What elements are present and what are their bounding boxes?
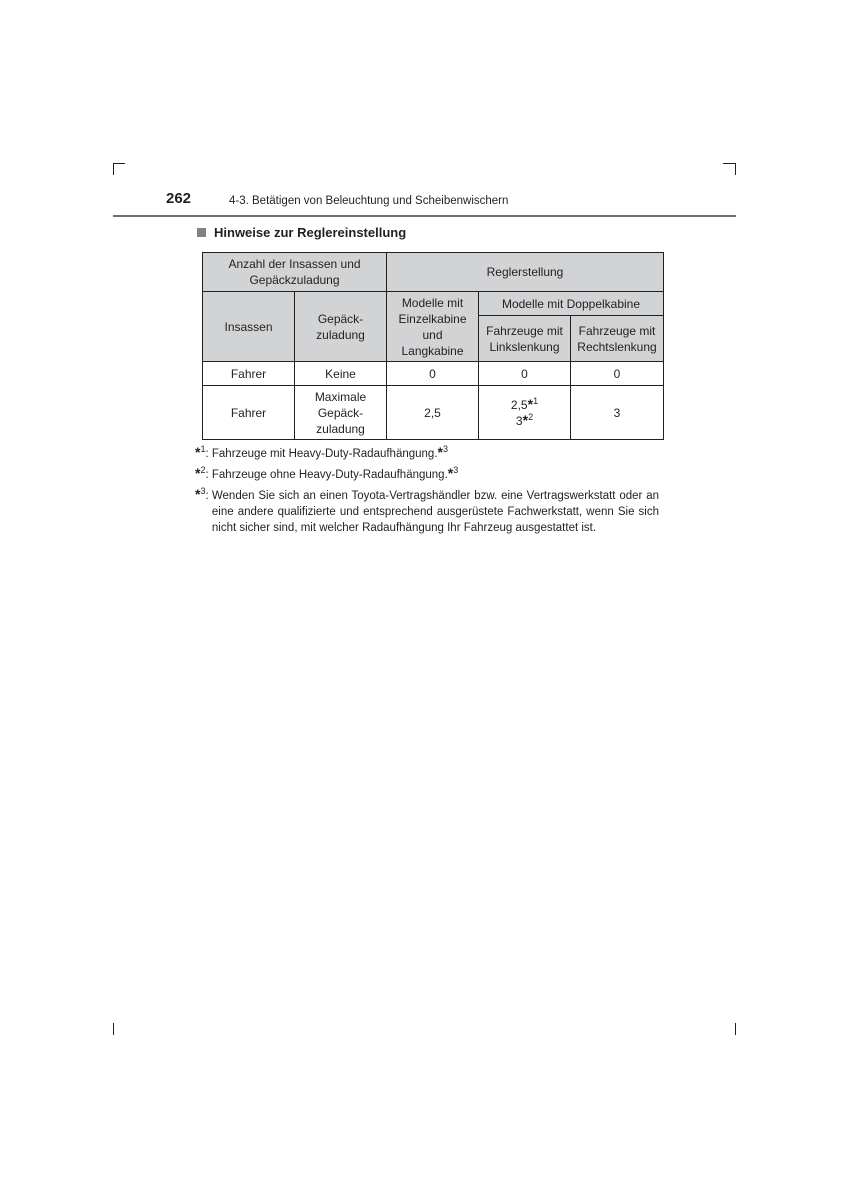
asterisk-icon: * <box>447 465 454 481</box>
running-head: 4-3. Betätigen von Beleuchtung und Scheibenwischern <box>229 195 509 207</box>
cell-lhd-line-b <box>482 413 567 429</box>
cell-occupants: Fahrer <box>203 386 295 440</box>
footnote-text: Fahrzeuge ohne Heavy-Duty-Radaufhängung.*$^3$ <box>211 465 459 481</box>
header-cargo: Gepäck- zuladung <box>295 292 387 362</box>
cell-cargo: Maximale Gepäck- zuladung <box>295 386 387 440</box>
section-title-text: Hinweise zur Reglereinstellung <box>214 225 407 240</box>
lhd-footnote-ref-b: 2 <box>528 411 534 422</box>
footnote-ref: 3 <box>442 444 448 455</box>
footnote-1 <box>195 446 659 462</box>
cell-rhd: 3 <box>571 386 664 440</box>
cell-lhd-line-a <box>482 397 567 413</box>
crop-mark-top-left-v <box>113 163 114 175</box>
lhd-value-b: 3 <box>515 413 523 428</box>
footnote-text: Fahrzeuge mit Heavy-Duty-Radaufhängung.*$^3$ <box>211 444 448 460</box>
footnotes <box>195 446 659 541</box>
lhd-footnote-ref-a: 1 <box>533 395 539 406</box>
cell-lhd <box>479 386 571 440</box>
footnote-marker: *$^3$: <box>195 486 209 502</box>
square-bullet-icon <box>197 228 206 237</box>
table-header-row-1 <box>203 253 664 292</box>
footnote-2 <box>195 467 659 483</box>
cell-cargo: Keine <box>295 362 387 386</box>
cell-lhd: 0 <box>479 362 571 386</box>
header-rule <box>113 215 736 217</box>
header-rhd: Fahrzeuge mit Rechtslenkung <box>571 316 664 362</box>
header-insassen: Insassen <box>203 292 295 362</box>
footnote-3 <box>195 488 659 536</box>
header-lhd: Fahrzeuge mit Linkslenkung <box>479 316 571 362</box>
crop-mark-top-right-v <box>735 163 736 175</box>
cell-rhd: 0 <box>571 362 664 386</box>
footnote-ref: 3 <box>453 465 459 476</box>
cell-single: 2,5 <box>387 386 479 440</box>
lhd-value-a: 2,5 <box>510 397 528 412</box>
asterisk-icon: * <box>437 444 443 460</box>
footnote-marker: *$^2$: <box>195 465 209 481</box>
footnote-marker: *$^1$: <box>195 444 209 460</box>
cell-occupants: Fahrer <box>203 362 295 386</box>
header-single-cab: Modelle mit Einzelkabine und Langkabine <box>387 292 479 362</box>
asterisk-icon: * <box>522 411 529 428</box>
table-row <box>203 386 664 440</box>
header-setting: Reglerstellung <box>387 253 664 292</box>
page-number: 262 <box>166 190 192 207</box>
regler-table <box>202 252 664 440</box>
header-occupants: Anzahl der Insassen und Gepäckzuladung <box>203 253 387 292</box>
header-double-cab: Modelle mit Doppelkabine <box>479 292 664 316</box>
crop-mark-bottom-left-v <box>113 1023 114 1035</box>
crop-mark-top-right-h <box>723 163 735 164</box>
table-row <box>203 362 664 386</box>
crop-mark-top-left-h <box>113 163 125 164</box>
footnote-text: Wenden Sie sich an einen Toyota-Vertragshändler bzw. eine Vertragswerkstatt oder an eine andere qualifizierte und entsprechend ausgerüstete Fachwerkstatt, wenn Sie sich nicht sicher sind, mit welcher Radaufhängung Ihr Fahrzeug ausgestattet ist. <box>211 490 659 534</box>
section-title <box>197 225 406 240</box>
asterisk-icon: * <box>527 395 534 412</box>
cell-single: 0 <box>387 362 479 386</box>
table-header-row-2 <box>203 292 664 316</box>
crop-mark-bottom-right-v <box>735 1023 736 1035</box>
